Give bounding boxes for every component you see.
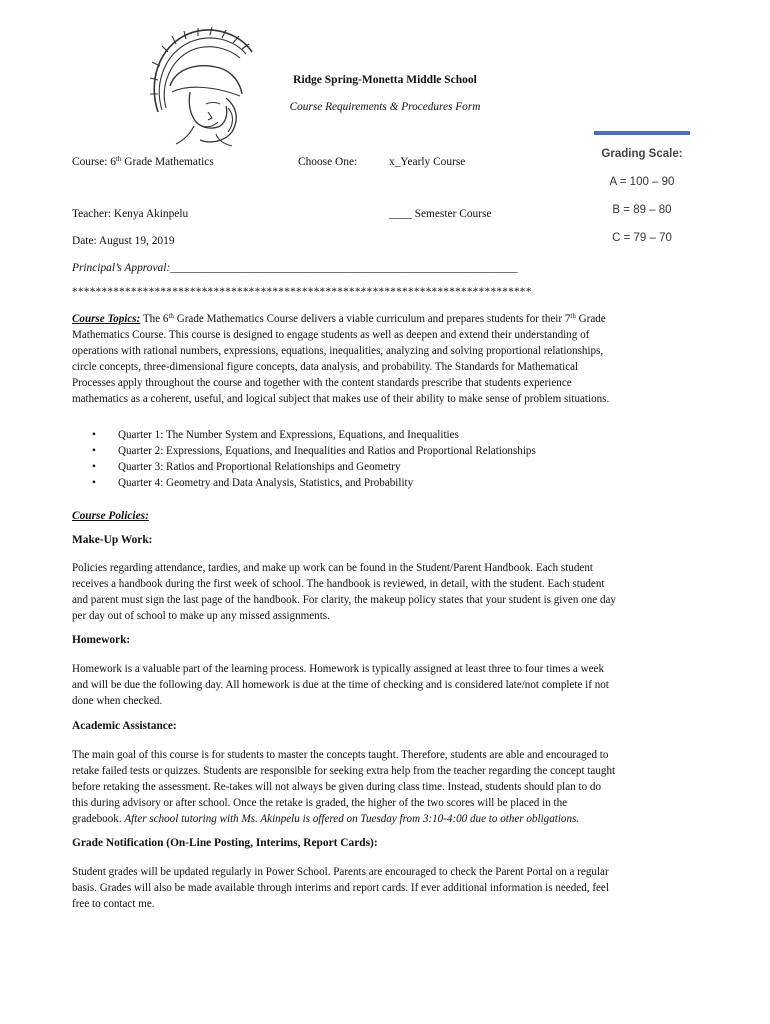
topics-text: Grade	[575, 313, 606, 325]
makeup-line: per day out of school to make up any missed assignments.	[72, 610, 330, 622]
course-label: Course: 6	[72, 156, 116, 168]
quarter-text: Quarter 4: Geometry and Data Analysis, Statistics, and Probability	[118, 477, 414, 489]
grade-notification-paragraph	[72, 864, 692, 912]
bullet-icon: •	[92, 429, 96, 441]
tutoring-note: After school tutoring with Ms. Akinpelu is offered on Tuesday from 3:10-4:00 due to other obligations.	[124, 813, 580, 825]
makeup-line: and parent must sign the last page of the handbook. For clarity, the makeup policy states that your student is given one day	[72, 594, 616, 606]
list-item	[92, 459, 536, 475]
grading-scale-a: A = 100 – 90	[609, 176, 675, 188]
course-value: Grade Mathematics	[121, 156, 214, 168]
notification-line: Student grades will be updated regularly in Power School. Parents are encouraged to check the Parent Portal on a regular	[72, 866, 609, 878]
list-item	[92, 475, 536, 491]
bullet-icon: •	[92, 445, 96, 457]
principal-approval-field	[72, 260, 518, 276]
notification-line: free to contact me.	[72, 898, 155, 910]
topics-superscript: th	[570, 312, 576, 320]
grade-notification-heading: Grade Notification (On-Line Posting, Interims, Report Cards):	[72, 837, 378, 849]
principal-approval-label: Principal’s Approval:	[72, 262, 171, 274]
assistance-text: gradebook.	[72, 813, 125, 825]
assistance-line: The main goal of this course is for students to master the concepts taught. Therefore, students are able and encouraged to	[72, 749, 609, 761]
bullet-icon: •	[92, 477, 96, 489]
homework-line: done when checked.	[72, 695, 163, 707]
academic-assistance-heading: Academic Assistance:	[72, 720, 177, 732]
course-topics-heading: Course Topics:	[72, 313, 141, 325]
course-topics-paragraph	[72, 311, 692, 407]
homework-line: and will be due the following day. All homework is due at the time of checking and is considered late/not complete if not	[72, 679, 609, 691]
topics-superscript: th	[168, 312, 174, 320]
homework-paragraph	[72, 661, 692, 709]
list-item	[92, 443, 536, 459]
grading-scale-c: C = 79 – 70	[612, 232, 672, 244]
teacher-field: Teacher: Kenya Akinpelu	[72, 208, 189, 220]
course-topics-first-line	[72, 311, 692, 327]
form-title: Course Requirements & Procedures Form	[289, 101, 481, 113]
quarter-text: Quarter 2: Expressions, Equations, and Inequalities and Ratios and Proportional Relationships	[118, 445, 536, 457]
topics-line: Processes apply throughout the course and together with the content standards prescribe that students experience	[72, 377, 572, 389]
grading-scale-heading: Grading Scale:	[601, 148, 683, 160]
topics-text: Grade Mathematics Course delivers a viable curriculum and prepares students for their 7	[173, 313, 571, 325]
course-policies-heading: Course Policies:	[72, 510, 149, 522]
makeup-line: receives a handbook during the first week of school. The handbook is reviewed, in detail, with the student. Each student	[72, 578, 605, 590]
topics-line: Mathematics Course. This course is designed to engage students as well as deepen and extend their understanding of	[72, 329, 590, 341]
academic-assistance-paragraph	[72, 747, 692, 827]
homework-line: Homework is a valuable part of the learning process. Homework is typically assigned at least three to four times a week	[72, 663, 605, 675]
assistance-line: before retaking the assessment. Re-takes will not always be given during class time. Instead, students should plan to do	[72, 781, 601, 793]
course-field	[72, 154, 214, 170]
course-superscript: th	[115, 155, 122, 163]
principal-signature-line: _____________________________________________________________	[170, 262, 518, 274]
makeup-line: Policies regarding attendance, tardies, and make up work can be found in the Student/Parent Handbook. Each student	[72, 562, 593, 574]
makeup-work-heading: Make-Up Work:	[72, 534, 153, 546]
list-item	[92, 427, 536, 443]
school-name: Ridge Spring-Monetta Middle School	[293, 74, 477, 86]
bullet-icon: •	[92, 461, 96, 473]
yearly-course-option: x_Yearly Course	[389, 156, 466, 168]
makeup-work-paragraph	[72, 560, 692, 624]
quarters-list	[92, 427, 536, 491]
grading-scale-accent-bar	[594, 131, 690, 135]
section-divider: ******************************************************************************	[72, 286, 532, 298]
assistance-line: retake failed tests or quizzes. Students are responsible for seeking extra help from the teacher regarding the concept taught	[72, 765, 616, 777]
choose-one-label: Choose One:	[298, 156, 358, 168]
grading-scale-b: B = 89 – 80	[612, 204, 672, 216]
assistance-line: this during advisory or after school. Once the retake is graded, the higher of the two scores will be placed in the	[72, 797, 568, 809]
quarter-text: Quarter 1: The Number System and Expressions, Equations, and Inequalities	[118, 429, 459, 441]
notification-line: basis. Grades will also be made available through interims and report cards. If ever additional information is needed, feel	[72, 882, 609, 894]
date-field: Date: August 19, 2019	[72, 235, 175, 247]
homework-heading: Homework:	[72, 634, 131, 646]
topics-line: operations with rational numbers, expressions, equations, inequalities, analyzing and solving proportional relationships,	[72, 345, 604, 357]
topics-text: The 6	[140, 313, 169, 325]
assistance-last-line	[72, 811, 692, 827]
semester-course-option: ____ Semester Course	[389, 208, 492, 220]
topics-line: circle concepts, three-dimensional figure concepts, data analysis, and probability. The Standards for Mathematical	[72, 361, 579, 373]
quarter-text: Quarter 3: Ratios and Proportional Relationships and Geometry	[118, 461, 401, 473]
topics-line: mathematics as a coherent, useful, and logical subject that makes use of their ability to make sense of problem situations.	[72, 393, 610, 405]
